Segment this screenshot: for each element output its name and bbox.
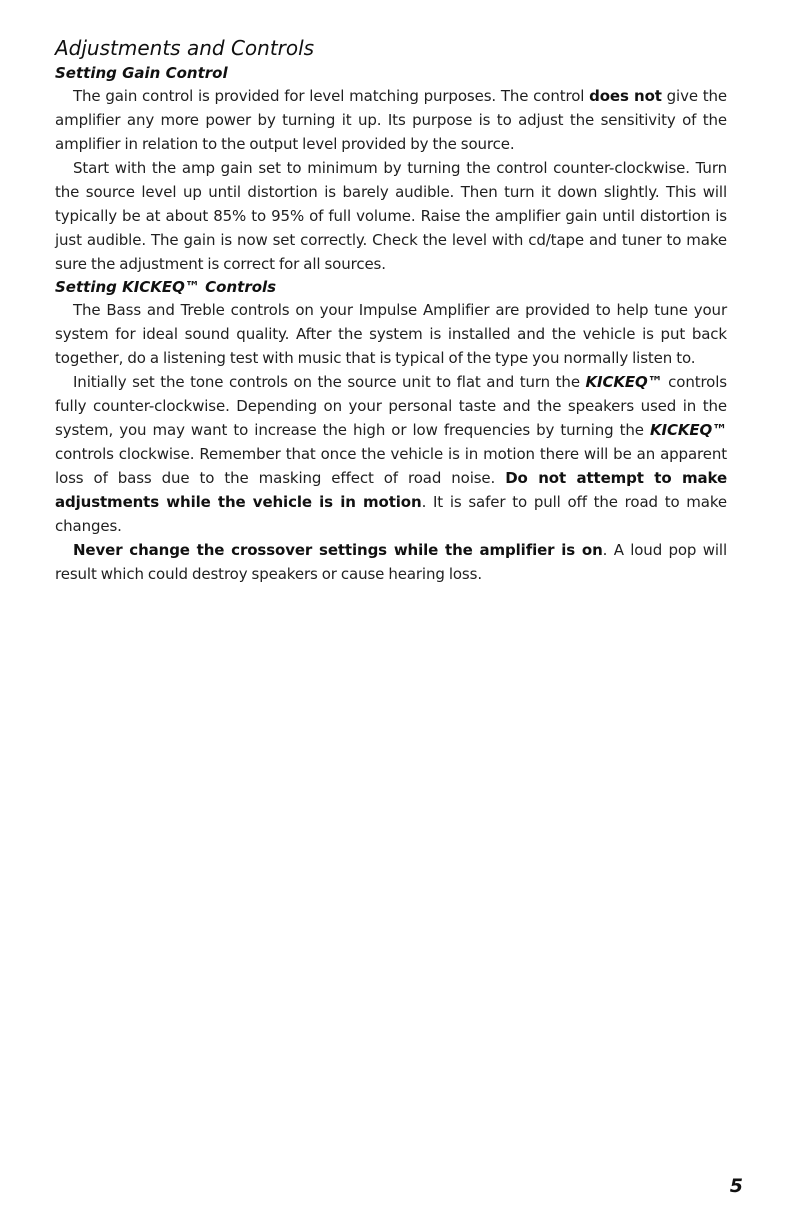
- kickeq-brand-1: KICKEQ™: [585, 373, 663, 391]
- kickeq-p2-text-a: Initially set the tone controls on the source unit to flat and turn the: [73, 373, 586, 391]
- kickeq-p2-text-b: controls fully counter-clockwise. Depending on your personal taste and the speakers used in the system, you may want to increase the high or low frequencies by turning the: [55, 373, 727, 439]
- kickeq-p2-text-d: . It is safer to pull off the road to make changes.: [55, 493, 727, 535]
- page-title: Adjustments and Controls: [55, 36, 315, 60]
- kickeq-brand-2: KICKEQ™: [650, 421, 727, 439]
- gain-p1-text-c: give the amplifier any more power by turning it up. Its purpose is to adjust the sensitivity of the amplifier in relation to the output level provided by the source.: [55, 87, 728, 153]
- kickeq-paragraph-1: The Bass and Treble controls on your Impulse Amplifier are provided to help tune your system for ideal sound quality. After the system is installed and the vehicle is put back together, do a listening test with music that is typical of the type you normally listen to.: [55, 301, 727, 367]
- page-content: [55, 34, 727, 586]
- section-heading-gain-control: Setting Gain Control: [55, 64, 228, 82]
- gain-p1-emphasis: does not: [589, 87, 662, 105]
- gain-paragraph-2: Start with the amp gain set to minimum by turning the control counter-clockwise. Turn the source level up until distortion is barely audible. Then turn it down slightly. This will typically be at about 85% to 95% of full volume. Raise the amplifier gain until distortion is just audible. The gain is now set correctly. Check the level with cd/tape and tuner to make sure the adjustment is correct for all sources.: [55, 159, 727, 273]
- crossover-warning-paragraph: [55, 538, 727, 586]
- gain-p1-text-a: The gain control is provided for level matching purposes. The control: [73, 87, 590, 105]
- crossover-warning: Never change the crossover settings while the amplifier is on: [73, 541, 603, 559]
- motion-warning: Do not attempt to make adjustments while the vehicle is in motion: [55, 469, 727, 511]
- kickeq-paragraph-2: [55, 370, 727, 538]
- section-heading-kickeq-controls: Setting KICKEQ™ Controls: [55, 278, 277, 296]
- crossover-warning-text: . A loud pop will result which could destroy speakers or cause hearing loss.: [55, 541, 727, 583]
- page-number: 5: [729, 1175, 743, 1197]
- gain-paragraph-1: [55, 84, 727, 156]
- kickeq-p2-text-c: controls clockwise. Remember that once the vehicle is in motion there will be an apparent loss of bass due to the masking effect of road noise.: [55, 445, 727, 487]
